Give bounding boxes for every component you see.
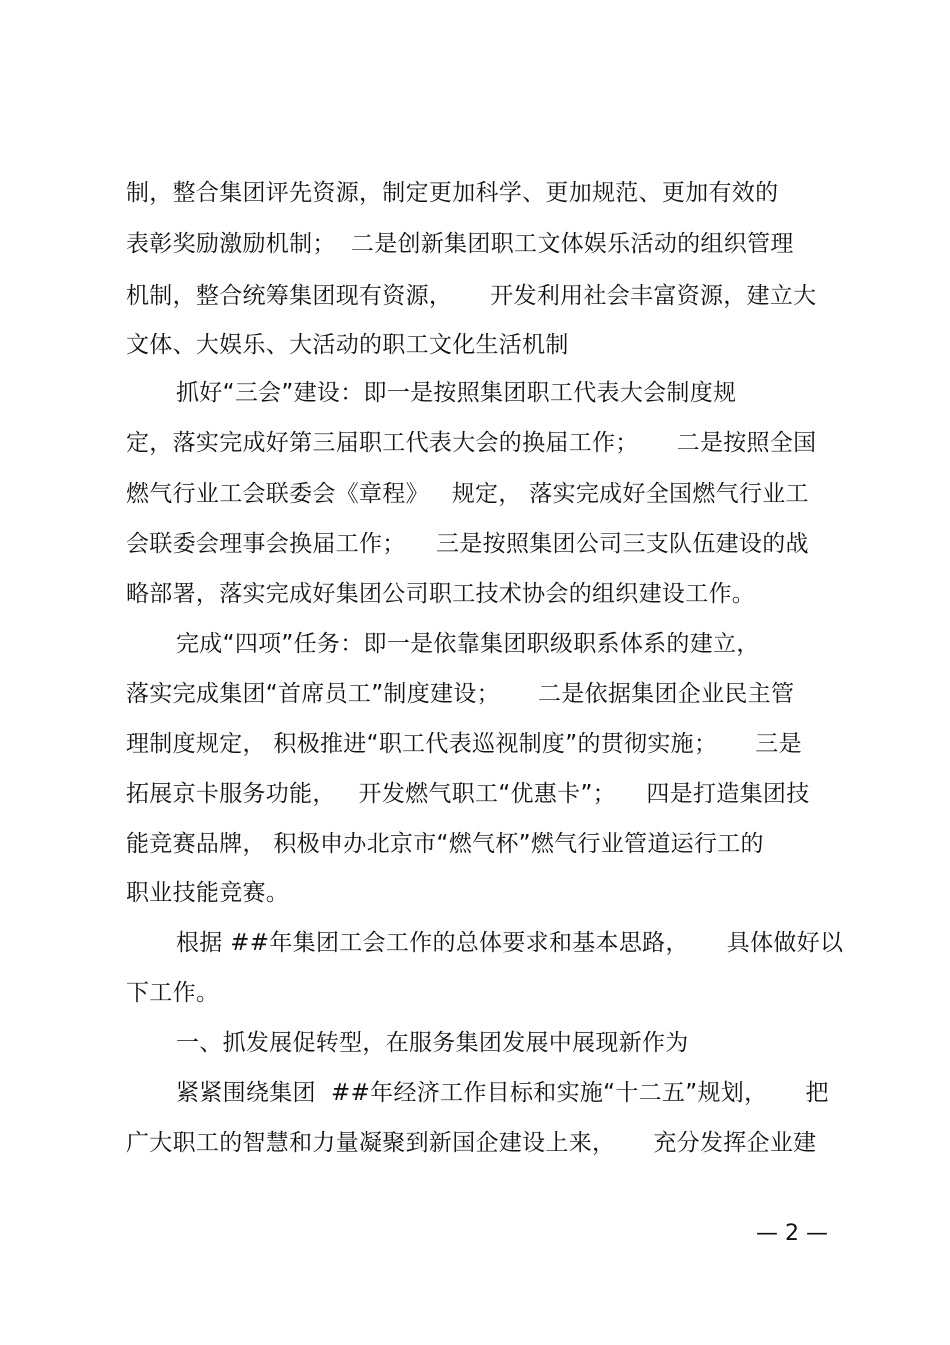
text-line: 职业技能竞赛。 (126, 880, 290, 906)
text-line: 拓展京卡服务功能， 开发燃气职工“优惠卡”； 四是打造集团技 (126, 781, 810, 807)
text-line: 下工作。 (126, 980, 220, 1006)
text-line: 根据 ##年集团工会工作的总体要求和基本思路， 具体做好以 (176, 930, 844, 956)
text-line: 能竞赛品牌， 积极申办北京市“燃气杯”燃气行业管道运行工的 (126, 831, 764, 857)
text-line: 略部署，落实完成好集团公司职工技术协会的组织建设工作。 (126, 581, 756, 607)
text-line: 表彰奖励激励机制； 二是创新集团职工文体娱乐活动的组织管理 (126, 231, 794, 257)
text-line: 制，整合集团评先资源，制定更加科学、更加规范、更加有效的 (126, 180, 779, 206)
section-heading: 一、抓发展促转型，在服务集团发展中展现新作为 (176, 1030, 689, 1056)
text-line: 完成“四项”任务：即一是依靠集团职级职系体系的建立， (176, 631, 760, 657)
text-line: 广大职工的智慧和力量凝聚到新国企建设上来， 充分发挥企业建 (126, 1130, 817, 1156)
page-number: — 2 — (756, 1221, 828, 1246)
text-line: 理制度规定， 积极推进“职工代表巡视制度”的贯彻实施； 三是 (126, 731, 802, 757)
text-line: 落实完成集团“首席员工”制度建设； 二是依据集团企业民主管 (126, 681, 795, 707)
text-line: 定，落实完成好第三届职工代表大会的换届工作； 二是按照全国 (126, 430, 817, 456)
text-line: 抓好“三会”建设：即一是按照集团职工代表大会制度规 (176, 380, 737, 406)
text-line: 会联委会理事会换届工作； 三是按照集团公司三支队伍建设的战 (126, 531, 809, 557)
text-line: 机制，整合统筹集团现有资源， 开发利用社会丰富资源，建立大 (126, 283, 817, 309)
text-line: 紧紧围绕集团 ##年经济工作目标和实施“十二五”规划， 把 (176, 1080, 829, 1106)
text-line: 文体、大娱乐、大活动的职工文化生活机制 (126, 332, 569, 358)
text-line: 燃气行业工会联委会《章程》 规定， 落实完成好全国燃气行业工 (126, 481, 809, 507)
